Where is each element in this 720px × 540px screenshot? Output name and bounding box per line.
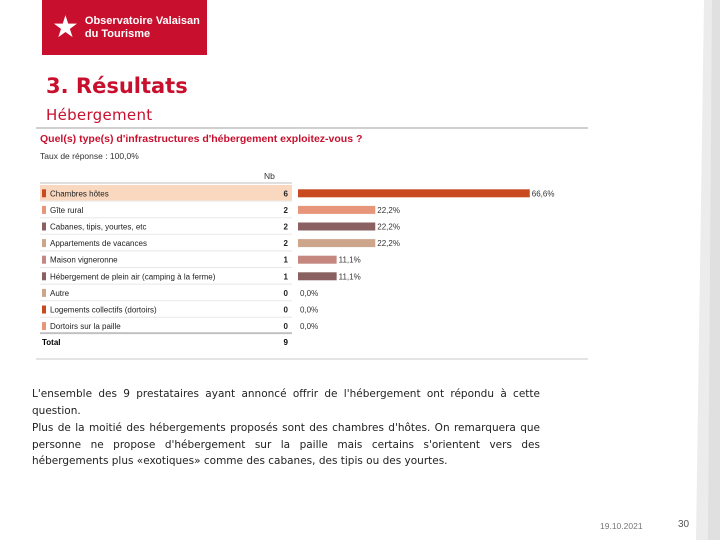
category-count: 0 bbox=[283, 322, 288, 332]
page-subtitle: Hébergement bbox=[46, 106, 153, 124]
category-count: 2 bbox=[283, 222, 288, 232]
category-count: 2 bbox=[283, 239, 288, 249]
category-count: 0 bbox=[283, 305, 288, 315]
value-label: 0,0% bbox=[300, 322, 319, 332]
category-marker bbox=[42, 322, 46, 330]
paragraph-2: Plus de la moitié des hébergements proposés sont des chambres d'hôtes. On remarquera que personne ne propose d'hébergement sur la paille mais certains s'orientent vers des hébergements plus «exotiques» comme des cabanes, des tipis ou des yourtes. bbox=[32, 422, 540, 467]
category-label: Chambres hôtes bbox=[50, 189, 109, 199]
chart-title: Quel(s) type(s) d'infrastructures d'hébergement exploitez-vous ? bbox=[40, 133, 363, 145]
side-decoration bbox=[690, 0, 720, 540]
bar bbox=[298, 189, 530, 197]
category-marker bbox=[42, 206, 46, 214]
chart-rows bbox=[40, 185, 554, 334]
bar-chart bbox=[36, 126, 588, 362]
category-marker bbox=[42, 306, 46, 314]
bar bbox=[298, 239, 375, 247]
category-count: 6 bbox=[283, 189, 288, 199]
value-label: 22,2% bbox=[377, 205, 400, 215]
category-marker bbox=[42, 189, 46, 197]
value-label: 11,1% bbox=[338, 255, 361, 265]
category-label: Autre bbox=[50, 288, 70, 298]
star-icon: ★ bbox=[52, 10, 79, 44]
footer-date: 19.10.2021 bbox=[600, 521, 643, 531]
page-number: 30 bbox=[678, 519, 690, 530]
bar bbox=[298, 206, 375, 214]
paragraph-1: L'ensemble des 9 prestataires ayant annoncé offrir de l'hébergement ont répondu à cette question. bbox=[32, 388, 540, 417]
logo-text bbox=[85, 15, 200, 41]
bar bbox=[298, 272, 337, 280]
category-label: Maison vigneronne bbox=[50, 255, 118, 265]
category-marker bbox=[42, 272, 46, 280]
chart-subtitle: Taux de réponse : 100,0% bbox=[40, 151, 139, 161]
page-title: 3. Résultats bbox=[46, 74, 188, 98]
total-count: 9 bbox=[283, 338, 288, 347]
value-label: 22,2% bbox=[377, 239, 400, 249]
category-marker bbox=[42, 289, 46, 297]
value-label: 0,0% bbox=[300, 305, 319, 315]
category-label: Hébergement de plein air (camping à la ferme) bbox=[50, 272, 216, 282]
value-label: 22,2% bbox=[377, 222, 400, 232]
category-label: Appartements de vacances bbox=[50, 239, 147, 249]
category-label: Cabanes, tipis, yourtes, etc bbox=[50, 222, 147, 232]
bar bbox=[298, 223, 375, 231]
category-label: Dortoirs sur la paille bbox=[50, 322, 121, 332]
logo-line-2: du Tourisme bbox=[84, 27, 151, 40]
category-label: Logements collectifs (dortoirs) bbox=[50, 305, 157, 315]
category-count: 1 bbox=[283, 272, 288, 282]
logo bbox=[42, 0, 207, 55]
category-marker bbox=[42, 256, 46, 264]
category-label: Gîte rural bbox=[50, 205, 84, 215]
category-marker bbox=[42, 223, 46, 231]
category-marker bbox=[42, 239, 46, 247]
category-count: 0 bbox=[283, 288, 288, 298]
bar bbox=[298, 256, 337, 264]
value-label: 66,6% bbox=[531, 189, 555, 199]
count-column-header: Nb bbox=[264, 171, 275, 181]
logo-line-1: Observatoire Valaisan bbox=[84, 14, 200, 27]
total-label: Total bbox=[42, 338, 61, 347]
category-count: 2 bbox=[283, 205, 288, 215]
value-label: 11,1% bbox=[338, 272, 361, 282]
category-count: 1 bbox=[283, 255, 288, 265]
value-label: 0,0% bbox=[300, 288, 319, 298]
